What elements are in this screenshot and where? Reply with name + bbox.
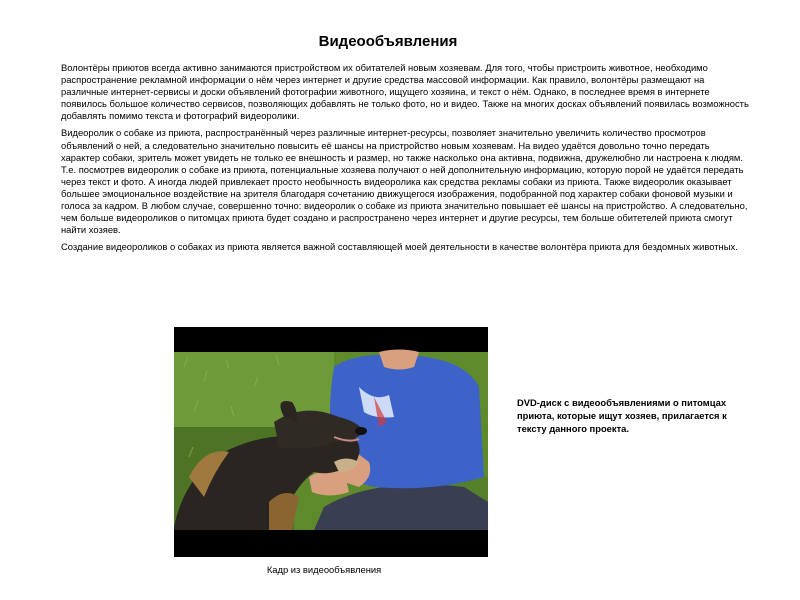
paragraph-intro: Волонтёры приютов всегда активно занимаются пристройством их обитателей новым хозяевам. Для того, чтобы пристроить животное, необходимо распространение рекламной информации о нём через интернет и другие средства массовой информации. Как правило, волонтёры размещают на различные интернет-сервисы и доски объявлений фотографии животного, ищущего хозяина, и текст о нём. Однако, в последнее время в интернете появилось большое количество сервисов, позволяющих добавлять не только фото, но и видео. Также на многих досках объявлений появилась возможность добавлять помимо текста и фотографий видеоролики. xyxy=(61,62,749,122)
video-frame-image xyxy=(174,327,488,557)
image-caption: Кадр из видеообъявления xyxy=(266,564,382,575)
paragraph-conclusion: Создание видеороликов о собаках из приюта является важной составляющей моей деятельности в качестве волонтёра приюта для бездомных животных. xyxy=(61,241,738,253)
paragraph-video-benefits: Видеоролик о собаке из приюта, распространённый через различные интернет-ресурсы, позволяет значительно увеличить количество просмотров объявлений о ней, а следовательно значительно повысить её шансы на пристройство новым хозяевам. На видео удаётся довольно точно передать характер собаки, зритель может увидеть не только ее внешность и размер, но также насколько она активна, подвижна, дружелюбно ли настроена к людям. Т.е. посмотрев видеоролик о собаке из приюта, потенциальные хозяева получают о ней дополнительную информацию, которую порой не удаётся передать через текст и фото. А иногда людей привлекает просто необычность видеоролика как средства рекламы собаки из приюта. Также видеоролик оказывает большее эмоциональное воздействие на зрителя благодаря сочетанию движущегося изображения, подобранной под характер собаки фоновой музыки и голоса за кадром. В любом случае, совершенно точно: видеоролик о собаке из приюта значительно повышает её шансы на пристройство. А следовательно, чем больше видеороликов о питомцах приюта будет создано и распространено через интернет и другие ресурсы, тем больше обитетелей приюта смогут найти хозяев. xyxy=(61,127,748,236)
dog-and-volunteer-photo xyxy=(174,327,488,557)
dvd-note: DVD-диск с видеообъявлениями о питомцах приюта, которые ищут хозяев, прилагается к тексту данного проекта. xyxy=(517,397,727,434)
slide-title: Видеообъявления xyxy=(318,33,458,50)
body-text xyxy=(61,62,751,258)
